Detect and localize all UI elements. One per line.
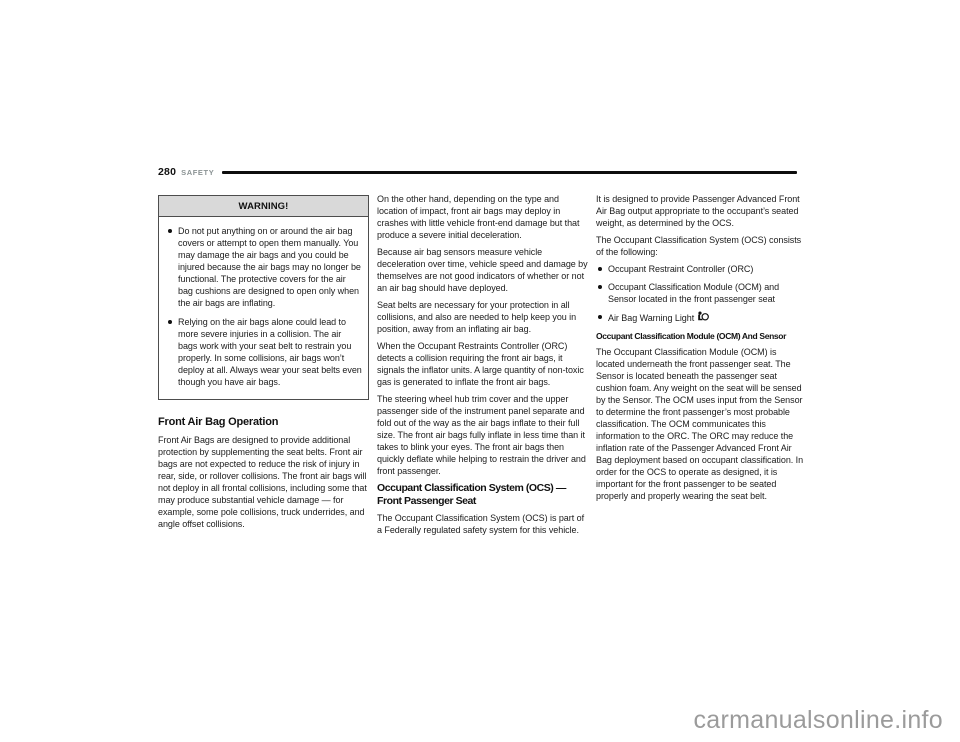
warning-bullet [166,225,362,309]
warning-bullet-text: Relying on the air bags alone could lead to more severe injuries in a collision. The air bags work with your seat belt to restrain you properly. In some collisions, air bags won’t deploy at all. Always wear your seat belts even though you have air bags. [178,317,362,387]
subheading-ocm-and-sensor: Occupant Classification Module (OCM) And Sensor [596,331,787,341]
paragraph: Because air bag sensors measure vehicle deceleration over time, vehicle speed and damage by themselves are not good indicators of whether or not an air bag should have deployed. [377,247,588,293]
warning-bullet-text: Do not put anything on or around the air bag covers or attempt to open them manually. You may damage the air bags and you could be injured because the air bags may no longer be functional. The protective covers for the air bag cushions are designed to open only when the air bags are inflating. [178,226,361,308]
warning-box-body [159,217,368,399]
column-middle [377,193,588,541]
list-item-text: Occupant Classification Module (OCM) and Sensor located in the front passenger seat [608,282,780,304]
section-label: SAFETY [181,167,215,177]
warning-box-title: WARNING! [159,196,368,217]
bullet-dot-icon [598,315,602,319]
bullet-dot-icon [168,229,172,233]
column-right [596,193,807,541]
watermark: carmanualsonline.info [693,706,943,734]
section-heading-front-air-bag-operation: Front Air Bag Operation [158,416,279,428]
warning-box [158,195,369,400]
air-bag-warning-light-icon [697,311,709,325]
header-rule [222,171,797,174]
paragraph: It is designed to provide Passenger Advanced Front Air Bag output appropriate to the occupant’s seated weight, as determined by the OCS. [596,194,800,228]
warning-bullet [166,316,362,388]
paragraph: The Occupant Classification System (OCS) is part of a Federally regulated safety system for this vehicle. [377,513,585,535]
paragraph: Front Air Bags are designed to provide additional protection by supplementing the seat belts. Front air bags are not expected to reduce the risk of injury in rear, side, or rollover collisions. The front air bags will not deploy in all frontal collisions, including some that may produce substantial vehicle damage — for example, some pole collisions, truck underrides, and angle offset collisions. [158,435,367,529]
column-left [158,193,369,541]
page-header [158,166,797,178]
bullet-dot-icon [598,267,602,271]
section-heading-ocs-front-passenger-seat: Occupant Classification System (OCS) — Front Passenger Seat [377,482,566,507]
list-item-text: Air Bag Warning Light [608,311,709,325]
list-item [596,311,807,325]
content-columns [158,193,806,541]
paragraph: The steering wheel hub trim cover and the upper passenger side of the instrument panel separate and fold out of the way as the air bags inflate to their full size. The front air bags fully inflate in less time than it takes to blink your eyes. The front air bags then quickly deflate while helping to restrain the driver and front passenger. [377,394,586,476]
paragraph: Seat belts are necessary for your protection in all collisions, and also are needed to help keep you in position, away from an inflating air bag. [377,300,577,334]
paragraph: The Occupant Classification Module (OCM) is located underneath the front passenger seat. The Sensor is located beneath the passenger seat cushion foam. Any weight on the seat will be sensed by the Sensor. The OCM uses input from the Sensor to determine the front passenger’s most probable classification. The OCM communicates this information to the ORC. The ORC may reduce the inflation rate of the Passenger Advanced Front Air Bag deployment based on occupant classification. In order for the OCS to operate as designed, it is important for the front passenger to be seated properly and properly wearing the seat belt. [596,347,804,501]
bullet-dot-icon [168,320,172,324]
list-item [596,281,807,305]
paragraph: When the Occupant Restraints Controller (ORC) detects a collision requiring the front air bags, it signals the inflator units. A large quantity of non-toxic gas is generated to inflate the front air bags. [377,341,584,387]
paragraph: On the other hand, depending on the type and location of impact, front air bags may deploy in crashes with little vehicle front-end damage but that produce a severe initial deceleration. [377,194,580,240]
paragraph: The Occupant Classification System (OCS) consists of the following: [596,235,802,257]
bullet-dot-icon [598,285,602,289]
ocs-components-list [596,263,807,325]
list-item [596,263,807,275]
page-number: 280 [158,166,177,178]
list-item-text: Occupant Restraint Controller (ORC) [608,264,754,274]
